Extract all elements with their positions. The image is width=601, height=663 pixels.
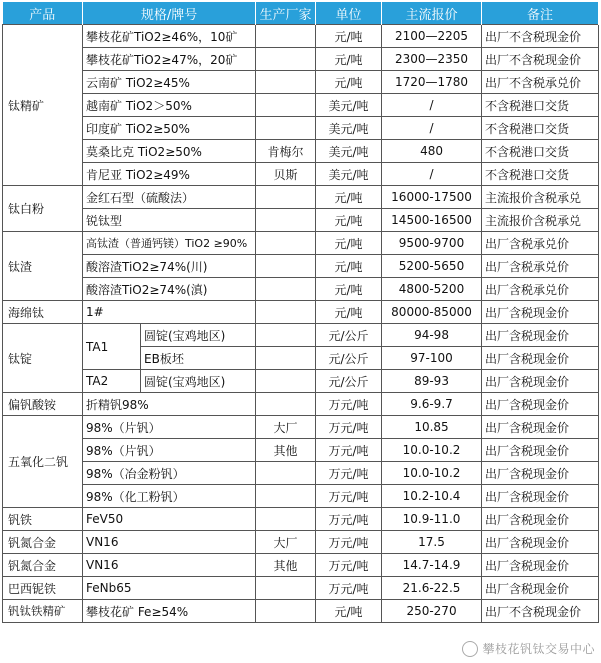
maker-cell <box>256 508 316 531</box>
unit-cell: 元/吨 <box>316 232 382 255</box>
group-label: 巴西铌铁 <box>3 577 83 600</box>
price-cell: / <box>382 94 482 117</box>
spec-cell: 金红石型（硫酸法） <box>83 186 256 209</box>
note-cell: 出厂含税现金价 <box>482 577 599 600</box>
unit-cell: 元/吨 <box>316 186 382 209</box>
spec-cell: VN16 <box>83 554 256 577</box>
spec-cell: 锐钛型 <box>83 209 256 232</box>
note-cell: 出厂含税承兑价 <box>482 232 599 255</box>
note-cell: 不含税港口交货 <box>482 163 599 186</box>
unit-cell: 万元/吨 <box>316 508 382 531</box>
spec-cell: 越南矿 TiO2＞50% <box>83 94 256 117</box>
header-note: 备注 <box>482 2 599 25</box>
maker-cell <box>256 324 316 347</box>
spec-cell: 攀枝花矿TiO2≥46%，10矿 <box>83 25 256 48</box>
table-row <box>3 25 599 48</box>
price-cell: 1720—1780 <box>382 71 482 94</box>
price-cell: 480 <box>382 140 482 163</box>
group-label: 五氧化二钒 <box>3 416 83 508</box>
maker-cell <box>256 278 316 301</box>
group-label: 钛渣 <box>3 232 83 301</box>
header-unit: 单位 <box>316 2 382 25</box>
header-spec: 规格/牌号 <box>83 2 256 25</box>
unit-cell: 元/吨 <box>316 71 382 94</box>
table-row <box>3 255 599 278</box>
unit-cell: 万元/吨 <box>316 485 382 508</box>
watermark <box>462 640 595 658</box>
price-cell: 10.0-10.2 <box>382 439 482 462</box>
group-label: 钛锭 <box>3 324 83 393</box>
maker-cell <box>256 48 316 71</box>
price-cell: 10.0-10.2 <box>382 462 482 485</box>
spec-cell: EB板坯 <box>141 347 256 370</box>
table-row <box>3 531 599 554</box>
price-cell: 89-93 <box>382 370 482 393</box>
spec-cell: 98%（冶金粉钒） <box>83 462 256 485</box>
maker-cell <box>256 232 316 255</box>
table-row <box>3 393 599 416</box>
note-cell: 主流报价含税承兑 <box>482 209 599 232</box>
maker-cell <box>256 255 316 278</box>
unit-cell: 元/吨 <box>316 278 382 301</box>
maker-cell <box>256 370 316 393</box>
spec-cell: 98%（化工粉钒） <box>83 485 256 508</box>
maker-cell: 贝斯 <box>256 163 316 186</box>
spec-cell: 圆锭(宝鸡地区) <box>141 324 256 347</box>
note-cell: 出厂含税现金价 <box>482 439 599 462</box>
note-cell: 出厂含税现金价 <box>482 485 599 508</box>
spec-cell: 酸溶渣TiO2≥74%(滇) <box>83 278 256 301</box>
maker-cell <box>256 71 316 94</box>
spec-cell: 折精钒98% <box>83 393 256 416</box>
table-row <box>3 140 599 163</box>
note-cell: 出厂含税承兑价 <box>482 255 599 278</box>
maker-cell <box>256 94 316 117</box>
price-cell: 21.6-22.5 <box>382 577 482 600</box>
wechat-icon <box>462 641 478 657</box>
note-cell: 出厂含税现金价 <box>482 393 599 416</box>
table-row <box>3 71 599 94</box>
note-cell: 出厂含税现金价 <box>482 324 599 347</box>
price-cell: 14500-16500 <box>382 209 482 232</box>
spec-cell: 圆锭(宝鸡地区) <box>141 370 256 393</box>
group-label: 钛白粉 <box>3 186 83 232</box>
unit-cell: 元/吨 <box>316 600 382 623</box>
maker-cell: 肯梅尔 <box>256 140 316 163</box>
table-row <box>3 48 599 71</box>
spec-cell: 酸溶渣TiO2≥74%(川) <box>83 255 256 278</box>
note-cell: 出厂含税现金价 <box>482 370 599 393</box>
maker-cell: 其他 <box>256 554 316 577</box>
unit-cell: 美元/吨 <box>316 163 382 186</box>
table-row <box>3 324 599 347</box>
table-row <box>3 485 599 508</box>
price-cell: 9500-9700 <box>382 232 482 255</box>
maker-cell <box>256 577 316 600</box>
price-cell: 250-270 <box>382 600 482 623</box>
price-cell: / <box>382 163 482 186</box>
note-cell: 出厂含税现金价 <box>482 531 599 554</box>
table-row <box>3 577 599 600</box>
maker-cell <box>256 485 316 508</box>
unit-cell: 万元/吨 <box>316 416 382 439</box>
grade-cell: TA2 <box>83 370 141 393</box>
group-label: 钒钛铁精矿 <box>3 600 83 623</box>
maker-cell <box>256 600 316 623</box>
note-cell: 出厂不含税现金价 <box>482 48 599 71</box>
unit-cell: 元/吨 <box>316 48 382 71</box>
price-cell: 10.2-10.4 <box>382 485 482 508</box>
note-cell: 出厂含税现金价 <box>482 462 599 485</box>
maker-cell <box>256 209 316 232</box>
unit-cell: 美元/吨 <box>316 117 382 140</box>
price-cell: 14.7-14.9 <box>382 554 482 577</box>
unit-cell: 元/公斤 <box>316 347 382 370</box>
watermark-text: 攀枝花钒钛交易中心 <box>482 641 595 656</box>
header-product: 产品 <box>3 2 83 25</box>
table-row <box>3 416 599 439</box>
table-row <box>3 278 599 301</box>
unit-cell: 万元/吨 <box>316 439 382 462</box>
note-cell: 出厂不含税现金价 <box>482 25 599 48</box>
group-label: 海绵钛 <box>3 301 83 324</box>
note-cell: 出厂含税现金价 <box>482 554 599 577</box>
table-row <box>3 94 599 117</box>
note-cell: 不含税港口交货 <box>482 140 599 163</box>
note-cell: 出厂含税现金价 <box>482 508 599 531</box>
maker-cell <box>256 117 316 140</box>
spec-cell: 高钛渣（普通钙镁）TiO2 ≥90% <box>83 232 256 255</box>
price-cell: 94-98 <box>382 324 482 347</box>
table-row <box>3 439 599 462</box>
maker-cell <box>256 301 316 324</box>
spec-cell: 98%（片钒） <box>83 439 256 462</box>
spec-cell: 98%（片钒） <box>83 416 256 439</box>
note-cell: 出厂不含税现金价 <box>482 600 599 623</box>
note-cell: 出厂含税承兑价 <box>482 278 599 301</box>
spec-cell: FeNb65 <box>83 577 256 600</box>
note-cell: 出厂含税现金价 <box>482 416 599 439</box>
group-label: 钒氮合金 <box>3 531 83 554</box>
group-label: 钒氮合金 <box>3 554 83 577</box>
spec-cell: 云南矿 TiO2≥45% <box>83 71 256 94</box>
unit-cell: 元/公斤 <box>316 370 382 393</box>
maker-cell <box>256 347 316 370</box>
price-cell: 2100—2205 <box>382 25 482 48</box>
table-row <box>3 232 599 255</box>
price-cell: 9.6-9.7 <box>382 393 482 416</box>
unit-cell: 美元/吨 <box>316 140 382 163</box>
maker-cell: 大厂 <box>256 416 316 439</box>
table-row <box>3 600 599 623</box>
unit-cell: 万元/吨 <box>316 577 382 600</box>
unit-cell: 元/公斤 <box>316 324 382 347</box>
price-cell: 97-100 <box>382 347 482 370</box>
header-price: 主流报价 <box>382 2 482 25</box>
table-row <box>3 209 599 232</box>
note-cell: 出厂不含税承兑价 <box>482 71 599 94</box>
maker-cell <box>256 393 316 416</box>
spec-cell: 攀枝花矿 Fe≥54% <box>83 600 256 623</box>
maker-cell <box>256 186 316 209</box>
spec-cell: 印度矿 TiO2≥50% <box>83 117 256 140</box>
note-cell: 出厂含税现金价 <box>482 301 599 324</box>
unit-cell: 万元/吨 <box>316 462 382 485</box>
spec-cell: 莫桑比克 TiO2≥50% <box>83 140 256 163</box>
price-cell: 16000-17500 <box>382 186 482 209</box>
maker-cell <box>256 25 316 48</box>
group-label: 钒铁 <box>3 508 83 531</box>
table-row <box>3 301 599 324</box>
table-row <box>3 508 599 531</box>
price-table <box>2 2 599 623</box>
unit-cell: 元/吨 <box>316 25 382 48</box>
unit-cell: 万元/吨 <box>316 393 382 416</box>
price-cell: / <box>382 117 482 140</box>
group-label: 钛精矿 <box>3 25 83 186</box>
maker-cell: 其他 <box>256 439 316 462</box>
spec-cell: 1# <box>83 301 256 324</box>
note-cell: 出厂含税现金价 <box>482 347 599 370</box>
note-cell: 主流报价含税承兑 <box>482 186 599 209</box>
maker-cell <box>256 462 316 485</box>
unit-cell: 元/吨 <box>316 209 382 232</box>
note-cell: 不含税港口交货 <box>482 94 599 117</box>
table-row <box>3 117 599 140</box>
unit-cell: 万元/吨 <box>316 554 382 577</box>
maker-cell: 大厂 <box>256 531 316 554</box>
spec-cell: VN16 <box>83 531 256 554</box>
price-cell: 10.85 <box>382 416 482 439</box>
table-row <box>3 462 599 485</box>
unit-cell: 万元/吨 <box>316 531 382 554</box>
group-label: 偏钒酸铵 <box>3 393 83 416</box>
spec-cell: 攀枝花矿TiO2≥47%，20矿 <box>83 48 256 71</box>
spec-cell: 肯尼亚 TiO2≥49% <box>83 163 256 186</box>
header-maker: 生产厂家 <box>256 2 316 25</box>
table-row <box>3 186 599 209</box>
note-cell: 不含税港口交货 <box>482 117 599 140</box>
price-cell: 17.5 <box>382 531 482 554</box>
price-cell: 5200-5650 <box>382 255 482 278</box>
price-cell: 10.9-11.0 <box>382 508 482 531</box>
table-row <box>3 554 599 577</box>
table-row <box>3 370 599 393</box>
unit-cell: 美元/吨 <box>316 94 382 117</box>
spec-cell: FeV50 <box>83 508 256 531</box>
unit-cell: 元/吨 <box>316 301 382 324</box>
price-cell: 2300—2350 <box>382 48 482 71</box>
header-row <box>3 2 599 25</box>
price-cell: 4800-5200 <box>382 278 482 301</box>
grade-cell: TA1 <box>83 324 141 370</box>
table-row <box>3 163 599 186</box>
unit-cell: 元/吨 <box>316 255 382 278</box>
price-cell: 80000-85000 <box>382 301 482 324</box>
